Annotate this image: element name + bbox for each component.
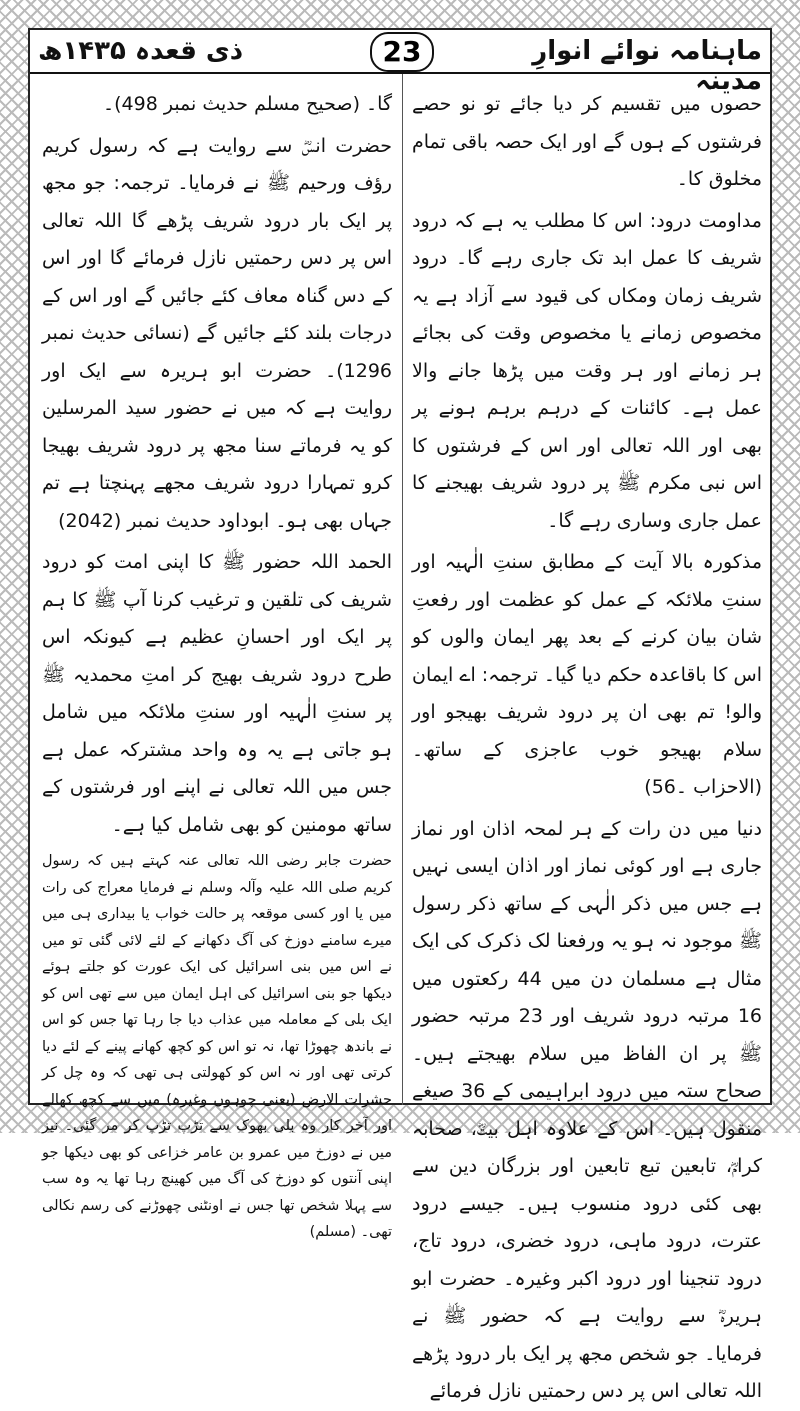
paragraph: الحمد اللہ حضور ﷺ کا اپنی امت کو درود شریف کی تلقین و ترغیب کرنا آپ ﷺ کا ہم پر ایک اور احسانِ عظیم ہے کیونکہ اس طرح درود شریف بھیج کر امتِ محمدیہ ﷺ پر سنتِ الٰہیہ اور سنتِ ملائکہ میں شامل ہو جاتی ہے یہ وہ واحد مشترکہ عمل ہے جس میں اللہ تعالی نے اپنے اور فرشتوں کے ساتھ مومنین کو بھی شامل کیا ہے۔ [42,551,392,836]
paragraph: حصوں میں تقسیم کر دیا جائے تو نو حصے فرشتوں کے ہوں گے اور ایک حصہ باقی تمام مخلوق کا۔ [412,93,762,190]
paragraph: دنیا میں دن رات کے ہر لمحہ اذان اور نماز جاری ہے اور کوئی نماز اور اذان ایسی نہیں ہے جس میں ذکر الٰہی کے ساتھ ذکر رسول ﷺ موجود نہ ہو یہ ورفعنا لک ذکرک کی ایک مثال ہے مسلمان دن میں 44 رکعتوں میں 16 مرتبہ درود شریف اور 23 مرتبہ حضور ﷺ پر ان الفاظ میں سلام بھیجتے ہیں۔ صحاح ستہ میں درود ابراہیمی کے 36 صیغے منقول ہیں۔ اس کے علاوہ اہل بیتؓ، صحابہ کرامؓ، تابعین تبع تابعین اور بزرگان دین سے بھی کئی درود منسوب ہیں۔ جیسے درود عترت، درود ماہی، درود خضری، درود تاج، درود تنجینا اور درود اکبر وغیرہ۔ حضرت ابو ہریرہؓ سے روایت ہے کہ حضور ﷺ نے فرمایا۔ جو شخص مجھ پر ایک بار درود پڑھے اللہ تعالی اس پر دس رحمتیں نازل فرمائے [412,817,763,1402]
page-frame [28,28,772,1402]
page-header [30,30,770,96]
page-number: 23 [370,32,434,72]
header-divider [30,72,770,74]
paragraph: مذکورہ بالا آیت کے مطابق سنتِ الٰہیہ اور سنتِ ملائکہ کے عمل کو عظمت اور رفعتِ شان بیان کرنے کے بعد پھر ایمان والوں کو اس کا باقاعدہ حکم دیا گیا۔ ترجمہ: اے ایمان والو! تم بھی ان پر درود شریف بھیجو اور سلام بھیجو خوب عاجزی کے ساتھ۔ (الاحزاب ۔56) [412,551,762,798]
left-column [42,86,392,1240]
paragraph: مداومت درود: اس کا مطلب یہ ہے کہ درود شریف کا عمل ابد تک جاری رہے گا۔ درود شریف زمان ومکاں کی قیود سے آزاد ہے یہ مخصوص زمانے یا مخصوص وقت کی بجائے ہر زمانے اور ہر وقت میں پڑھا جانے والا عمل ہے۔ کائنات کے درہم برہم ہونے پر بھی اور اللہ تعالی اور اس کے فرشتوں کا اس نبی مکرم ﷺ پر درود شریف بھیجنے کا عمل جاری وساری رہے گا۔ [412,209,762,532]
paragraph: حضرت انسؓ سے روایت ہے کہ رسول کریم رؤف ورحیم ﷺ نے فرمایا۔ ترجمہ: جو مجھ پر ایک بار درود شریف پڑھے گا اللہ تعالی اس پر دس رحمتیں نازل فرمائے گا اور اس کے دس گناہ معاف کئے جائیں گے اور اس کے درجات بلند کئے جائیں گے (نسائی حدیث نمبر 1296)۔ حضرت ابو ہریرہ سے ایک اور روایت ہے کہ میں نے حضور سید المرسلین کو یہ فرماتے سنا مجھ پر درود شریف بھیجا کرو تمہارا درود شریف مجھے پہنچتا ہے تم جہاں بھی ہو۔ ابوداود حدیث نمبر (2042) [42,134,392,532]
column-divider [402,74,403,1105]
right-column [412,86,763,1402]
paragraph: گا۔ (صحیح مسلم حدیث نمبر 498)۔ [102,93,392,115]
magazine-title: ماہنامہ نوائے انوارِ مدینہ [532,36,762,96]
hadith-paragraph: حضرت جابر رضی اللہ تعالی عنہ کہتے ہیں کہ رسول کریم صلی اللہ علیہ وآلہ وسلم نے فرمایا معراج کی رات میں یا اور کسی موقعہ پر حالت خواب یا بیداری ہی میں میرے سامنے دوزخ کی آگ دکھانے کے لئے لائی گئی تو میں نے اس میں بنی اسرائیل کی ایک عورت کو جلتے ہوئے دیکھا جو بنی اسرائیل کی اہل ایمان میں سے تھی اس کو ایک بلی کے معاملہ میں عذاب دیا جا رہا تھا جس کو اس نے باندھ چھوڑا تھا، نہ تو اس کو کچھ کھانے پینے کے لئے دیا کرتی تھی اور نہ اس کو کھولتی ہی تھی کہ وہ چل کر حشرات الارض (یعنی چوہوں وغیرہ) میں سے کچھ کھالے اور آخر کار وہ بلی بھوک سے تڑپ تڑپ کر مر گئی۔ نیز میں نے دوزخ میں عمرو بن عامر خزاعی کو بھی دیکھا جو اپنی آنتوں کو دوزخ کی آگ میں کھینچ رہا تھا یہ وہ سب سے پہلا شخص تھا جس نے اونٹنی چھوڑنے کی رسم نکالی تھی۔ (مسلم) [42,853,392,1240]
issue-date: ذی قعدہ ۱۴۳۵ھ [38,36,244,66]
